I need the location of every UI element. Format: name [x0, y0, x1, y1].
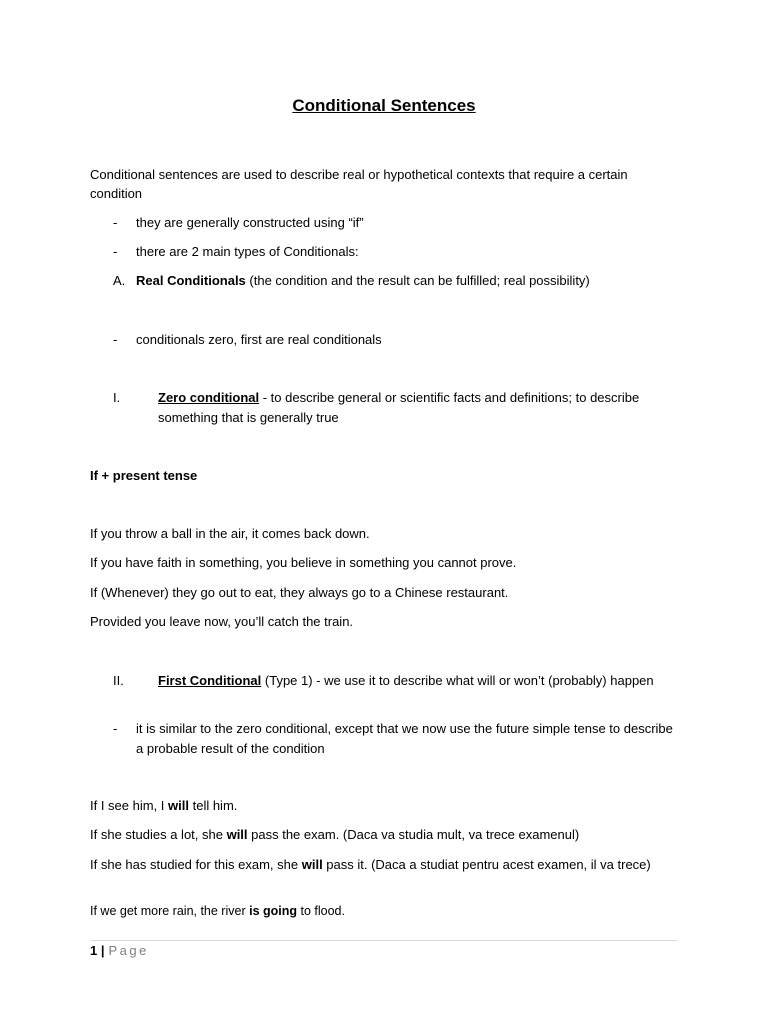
example-faith: If you have faith in something, you believe in something you cannot prove.: [90, 555, 517, 570]
document-title: Conditional Sentences: [292, 96, 476, 115]
list-marker-i: I.: [113, 390, 121, 405]
first-conditional-heading: First Conditional: [158, 673, 262, 688]
item-first-conditional: [158, 671, 658, 691]
page-separator: |: [100, 943, 105, 958]
page-label: Page: [108, 943, 149, 958]
bullet-if-construction: they are generally constructed using “if”: [136, 215, 364, 230]
list-marker-ii: II.: [113, 673, 124, 688]
item-zero-conditional: [158, 388, 673, 427]
footer-divider: [90, 940, 678, 941]
bullet-similar-to-zero: it is similar to the zero conditional, except that we now use the future simple tense to describe a probable result of the condition: [136, 721, 673, 756]
intro-line-1: Conditional sentences are used to describe real or hypothetical contexts that require a certain: [90, 167, 628, 182]
intro-line-2: condition: [90, 186, 143, 201]
first-conditional-description: (Type 1) - we use it to describe what will or won’t (probably) happen: [261, 673, 654, 688]
example-see-him: If I see him, I will tell him.: [90, 798, 238, 813]
item-real-conditionals: [136, 271, 590, 290]
example-rain-flood: If we get more rain, the river is going to flood.: [90, 904, 345, 918]
zero-conditional-heading: Zero conditional: [158, 390, 260, 405]
bullet-dash: -: [113, 244, 118, 259]
page-number: 1: [90, 943, 98, 958]
example-studies-a-lot: If she studies a lot, she will pass the exam. (Daca va studia mult, va trece examenul): [90, 827, 580, 842]
example-has-studied: If she has studied for this exam, she will pass it. (Daca a studiat pentru acest examen, il va trece): [90, 857, 651, 872]
bullet-dash: -: [113, 215, 118, 230]
real-conditionals-description: (the condition and the result can be fulfilled; real possibility): [245, 273, 590, 288]
example-train: Provided you leave now, you’ll catch the train.: [90, 614, 354, 629]
page-footer: [90, 942, 149, 960]
list-marker-a: A.: [113, 273, 126, 288]
zero-conditional-formula: If + present tense: [90, 468, 198, 483]
bullet-dash: -: [113, 721, 118, 736]
real-conditionals-heading: Real Conditionals: [136, 273, 246, 288]
example-ball: If you throw a ball in the air, it comes back down.: [90, 526, 370, 541]
bullet-zero-first-real: conditionals zero, first are real conditionals: [136, 332, 382, 347]
bullet-dash: -: [113, 332, 118, 347]
zero-conditional-description: - to describe general or scientific facts and definitions; to describe something that is generally true: [158, 390, 640, 425]
example-chinese-restaurant: If (Whenever) they go out to eat, they always go to a Chinese restaurant.: [90, 585, 509, 600]
bullet-main-types: there are 2 main types of Conditionals:: [136, 244, 359, 259]
